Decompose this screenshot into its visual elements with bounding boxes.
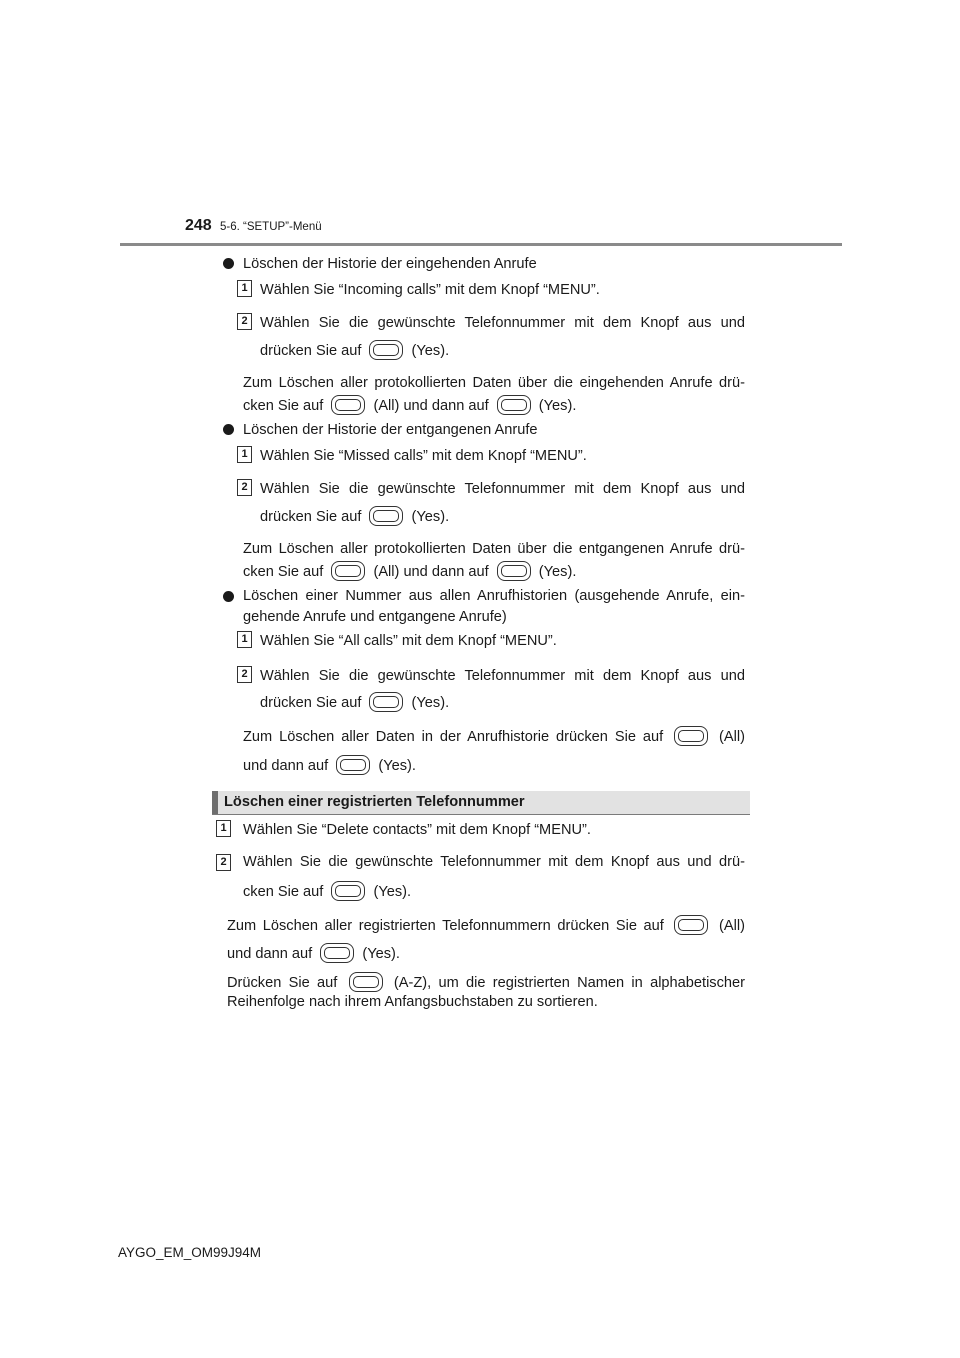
button-icon [369,506,403,526]
text: Drücken Sie auf [227,975,338,991]
button-icon [336,755,370,775]
bullet-icon [223,258,234,269]
note-text: Zum Löschen aller protokollierten Daten über die eingehenden Anrufe drü- [243,375,745,391]
text: und dann auf [243,758,329,774]
step-text [260,340,449,360]
bullet-title: Löschen der Historie der entgangenen Anrufe [243,422,538,438]
note-text [243,561,576,581]
text: drücken Sie auf [260,509,362,525]
section-heading-band [212,791,750,815]
note-text [243,726,745,746]
text: (All) [719,729,745,745]
text: (Yes). [538,564,577,580]
button-icon [674,726,708,746]
step-text: Wählen Sie die gewünschte Telefonnummer mit dem Knopf aus und [260,315,745,331]
step-text: Wählen Sie die gewünschte Telefonnummer mit dem Knopf aus und drü- [243,854,745,870]
step-number-1: 1 [237,280,252,297]
heading-bar [212,791,218,814]
step-text [243,881,411,901]
step-text: Wählen Sie die gewünschte Telefonnummer mit dem Knopf aus und [260,668,745,684]
button-icon [331,881,365,901]
bullet-title: Löschen einer Nummer aus allen Anrufhistorien (ausgehende Anrufe, ein- [243,588,745,604]
text: (All) [719,918,745,934]
note-text [227,915,745,935]
text: Zum Löschen aller Daten in der Anrufhistorie drücken Sie auf [243,729,664,745]
text: cken Sie auf [243,884,324,900]
step-number-2: 2 [237,479,252,496]
button-icon [497,561,531,581]
button-icon [320,943,354,963]
button-icon [331,395,365,415]
note-text: Zum Löschen aller protokollierten Daten über die entgangenen Anrufe drü- [243,541,745,557]
text: (Yes). [362,946,400,962]
text: (Yes). [411,509,450,525]
step-text: Wählen Sie “All calls” mit dem Knopf “MENU”. [260,633,557,649]
bullet-title: Löschen der Historie der eingehenden Anrufe [243,256,537,272]
text: und dann auf [227,946,313,962]
button-icon [349,972,383,992]
step-number-2: 2 [216,854,231,871]
section-heading: Löschen einer registrierten Telefonnummer [224,794,525,810]
note-text [243,395,576,415]
bullet-icon [223,591,234,602]
text: Zum Löschen aller registrierten Telefonnummern drücken Sie auf [227,918,664,934]
step-text: Wählen Sie “Delete contacts” mit dem Knopf “MENU”. [243,822,591,838]
sort-text [227,972,745,992]
text: (Yes). [411,695,450,711]
button-icon [674,915,708,935]
text: drücken Sie auf [260,695,362,711]
text: (Yes). [411,343,450,359]
text: (A-Z), um die registrierten Namen in alphabetischer [393,975,745,991]
bullet-icon [223,424,234,435]
text: cken Sie auf [243,398,324,414]
step-text: Wählen Sie “Missed calls” mit dem Knopf “MENU”. [260,448,587,464]
sort-text: Reihenfolge nach ihrem Anfangsbuchstaben zu sortieren. [227,994,598,1010]
text: (Yes). [538,398,577,414]
text: (Yes). [373,884,412,900]
text: drücken Sie auf [260,343,362,359]
note-text [243,755,416,775]
button-icon [369,692,403,712]
step-number-1: 1 [237,446,252,463]
section-header: 5-6. “SETUP”-Menü [220,221,322,233]
step-text: Wählen Sie die gewünschte Telefonnummer mit dem Knopf aus und [260,481,745,497]
page-number: 248 [185,217,212,234]
step-number-2: 2 [237,313,252,330]
step-number-1: 1 [237,631,252,648]
button-icon [497,395,531,415]
step-number-1: 1 [216,820,231,837]
note-text [227,943,400,963]
text: (All) und dann auf [373,398,489,414]
button-icon [369,340,403,360]
step-text [260,506,449,526]
bullet-title: gehende Anrufe und entgangene Anrufe) [243,609,507,625]
button-icon [331,561,365,581]
text: (All) und dann auf [373,564,489,580]
text: cken Sie auf [243,564,324,580]
text: (Yes). [378,758,416,774]
step-number-2: 2 [237,666,252,683]
step-text [260,692,449,712]
step-text: Wählen Sie “Incoming calls” mit dem Knopf “MENU”. [260,282,600,298]
header-rule [120,243,842,246]
footer-code: AYGO_EM_OM99J94M [118,1245,262,1260]
